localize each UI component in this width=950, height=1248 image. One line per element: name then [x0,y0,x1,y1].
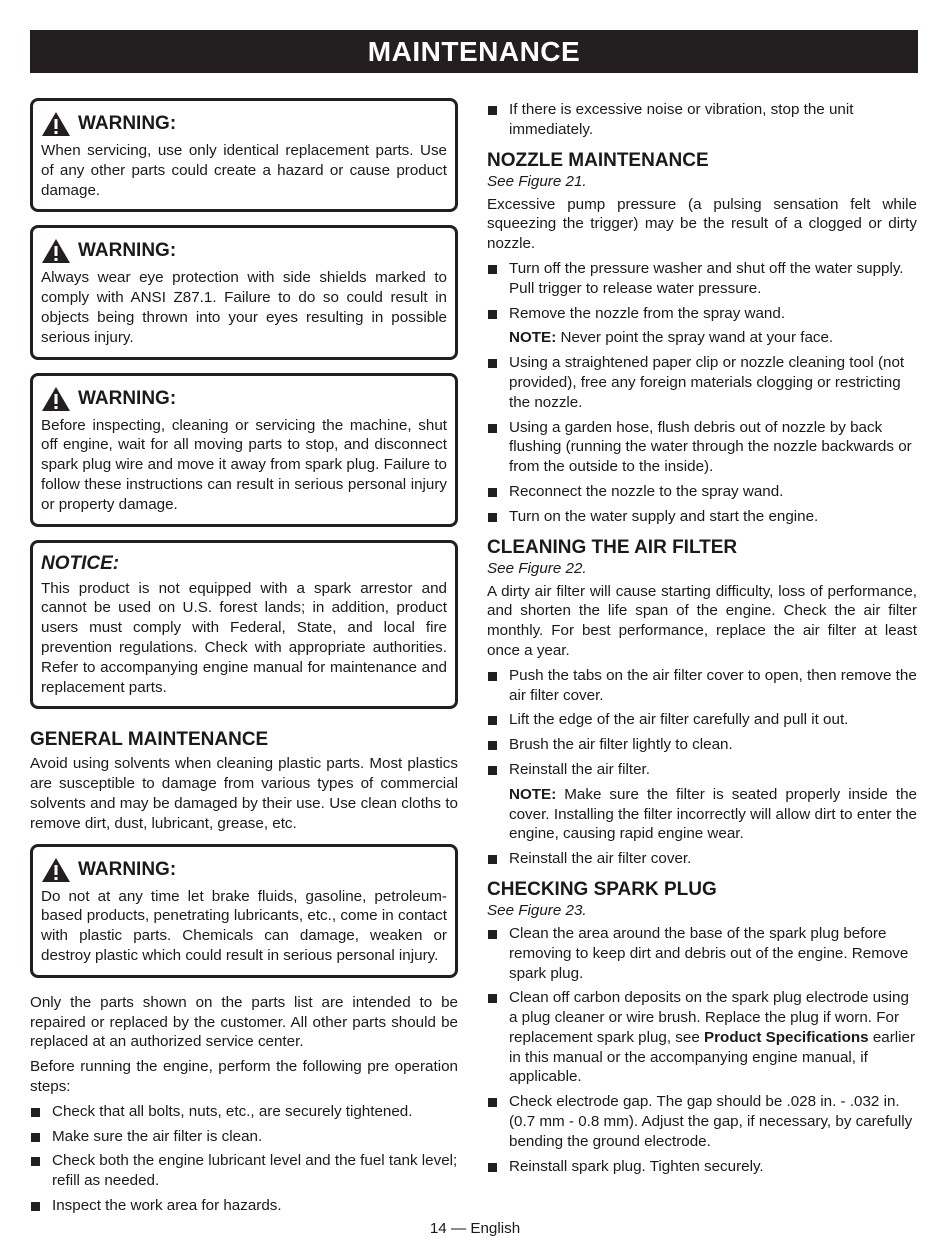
note: NOTE: Never point the spray wand at your face. [509,329,834,347]
bullet-square-icon [488,106,497,115]
air-filter-intro-text: A dirty air filter will cause starting difficulty, loss of performance, and shorten the life span of the engine. Check the air filter monthly. For best performance, replace the air filter at least once a year. [487,582,917,659]
warning-label: WARNING: [78,113,177,134]
warning-box-plastic-parts [30,844,458,978]
spark-plug-heading: CHECKING SPARK PLUG [487,878,717,900]
list-item: Using a straightened paper clip or nozzle cleaning tool (not provided), free any foreign materials clogging or restricting the nozzle. [487,353,917,412]
list-item: Make sure the air filter is clean. [30,1127,458,1147]
list-item: Reinstall the air filter. [487,760,917,780]
right-column [487,100,917,1181]
list-item: Clean the area around the base of the spark plug before removing to keep dirt and debris out of the engine. Remove spark plug. [487,924,917,983]
list-item: Check electrode gap. The gap should be .028 in. - .032 in. (0.7 mm - 0.8 mm). Adjust the gap, if necessary, by carefully bending the ground electrode. [487,1092,917,1151]
warning-box-replacement-parts [30,98,458,212]
bullet-square-icon [488,359,497,368]
figure-reference: See Figure 21. [487,172,587,190]
warning-label: WARNING: [78,387,177,409]
pre-operation-list [30,1102,458,1216]
notice-label: NOTICE: [41,552,120,574]
list-item: Turn off the pressure washer and shut off the water supply. Pull trigger to release water pressure. [487,259,917,299]
warning-triangle-icon [41,857,71,883]
note: NOTE: Make sure the filter is seated properly inside the cover. Installing the filter incorrectly will allow dirt to enter the engine, causing rapid engine wear. [509,785,917,843]
general-maintenance-text: Avoid using solvents when cleaning plastic parts. Most plastics are susceptible to damage from various types of commercial solvents and may be damaged by their use. Use clean cloths to remove dirt, dust, lubricant, grease, etc. [30,755,458,832]
bullet-square-icon [488,994,497,1003]
figure-reference: See Figure 22. [487,559,587,577]
list-item: Clean off carbon deposits on the spark plug electrode using a plug cleaner or wire brush. Replace the plug if worn. For replacement spark plug, see Product Specifications earlier in this manual or the accompanying engine manual, if applicable. [487,988,917,1087]
list-item: Reconnect the nozzle to the spray wand. [487,482,917,502]
warning-text: Before inspecting, cleaning or servicing the machine, shut off engine, wait for all moving parts to stop, and disconnect spark plug wire and move it away from spark plug. Failure to follow these instructions can result in serious personal injury or property damage. [41,416,447,513]
bullet-square-icon [488,310,497,319]
page-title: MAINTENANCE [30,30,918,73]
list-item: Push the tabs on the air filter cover to open, then remove the air filter cover. [487,666,917,706]
page-number: 14 — English [429,1220,521,1237]
list-item: If there is excessive noise or vibration, stop the unit immediately. [487,100,917,140]
list-item: Remove the nozzle from the spray wand. [487,304,917,324]
nozzle-intro-text: Excessive pump pressure (a pulsing sensation felt while squeezing the trigger) may be the result of a clogged or dirty nozzle. [487,195,917,253]
left-column [30,98,458,1221]
warning-triangle-icon [41,111,71,137]
warning-text: Always wear eye protection with side shields marked to comply with ANSI Z87.1. Failure to do so could result in objects being thrown into your eyes resulting in possible serious injury. [41,269,447,346]
list-item: Inspect the work area for hazards. [30,1196,458,1216]
spark-plug-section [487,879,917,1177]
warning-label: WARNING: [78,858,177,880]
list-item: Check that all bolts, nuts, etc., are securely tightened. [30,1102,458,1122]
notice-text: This product is not equipped with a spark arrestor and cannot be used on U.S. forest lands; in addition, product users must comply with Federal, State, and local fire prevention regulations. Check with appropriate authorities. Refer to accompanying engine manual for maintenance and replacement parts. [41,579,447,696]
figure-reference: See Figure 23. [487,901,587,919]
bullet-square-icon [488,265,497,274]
parts-list-text: Only the parts shown on the parts list are intended to be repaired or replaced by the customer. All other parts should be replaced at an authorized service center. [30,993,458,1051]
notice-box [30,540,458,710]
pre-operation-text: Before running the engine, perform the following pre operation steps: [30,1058,458,1095]
bullet-square-icon [31,1133,40,1142]
air-filter-section [487,537,917,869]
list-item: Brush the air filter lightly to clean. [487,735,917,755]
bullet-square-icon [488,716,497,725]
warning-box-servicing [30,373,458,527]
bullet-square-icon [488,1163,497,1172]
bullet-square-icon [488,855,497,864]
nozzle-maintenance-section [487,150,917,527]
bullet-square-icon [488,1098,497,1107]
list-item: Check both the engine lubricant level and the fuel tank level; refill as needed. [30,1151,458,1191]
warning-triangle-icon [41,386,71,412]
bullet-square-icon [488,488,497,497]
warning-text: When servicing, use only identical replacement parts. Use of any other parts could create a hazard or cause product damage. [41,142,447,199]
list-item: Using a garden hose, flush debris out of nozzle by back flushing (running the water through the nozzle backwards or from the outside to the inside). [487,418,917,477]
bullet-square-icon [488,672,497,681]
nozzle-maintenance-heading: NOZZLE MAINTENANCE [487,149,709,171]
list-item: Reinstall spark plug. Tighten securely. [487,1157,917,1177]
bullet-square-icon [488,513,497,522]
bullet-square-icon [31,1202,40,1211]
bullet-square-icon [488,741,497,750]
warning-triangle-icon [41,238,71,264]
air-filter-heading: CLEANING THE AIR FILTER [487,536,738,558]
warning-text: Do not at any time let brake fluids, gasoline, petroleum-based products, penetrating lubricants, etc., come in contact with plastic parts. Chemicals can damage, weaken or destroy plastic which could result in serious personal injury. [41,887,447,964]
list-item: Lift the edge of the air filter carefully and pull it out. [487,710,917,730]
list-item: Turn on the water supply and start the engine. [487,507,917,527]
warning-box-eye-protection [30,225,458,359]
bullet-square-icon [488,766,497,775]
bullet-square-icon [31,1108,40,1117]
bullet-square-icon [488,930,497,939]
warning-label: WARNING: [78,240,177,262]
list-item: Reinstall the air filter cover. [487,849,917,869]
bullet-square-icon [488,424,497,433]
general-maintenance-heading: GENERAL MAINTENANCE [30,729,269,751]
bullet-square-icon [31,1157,40,1166]
